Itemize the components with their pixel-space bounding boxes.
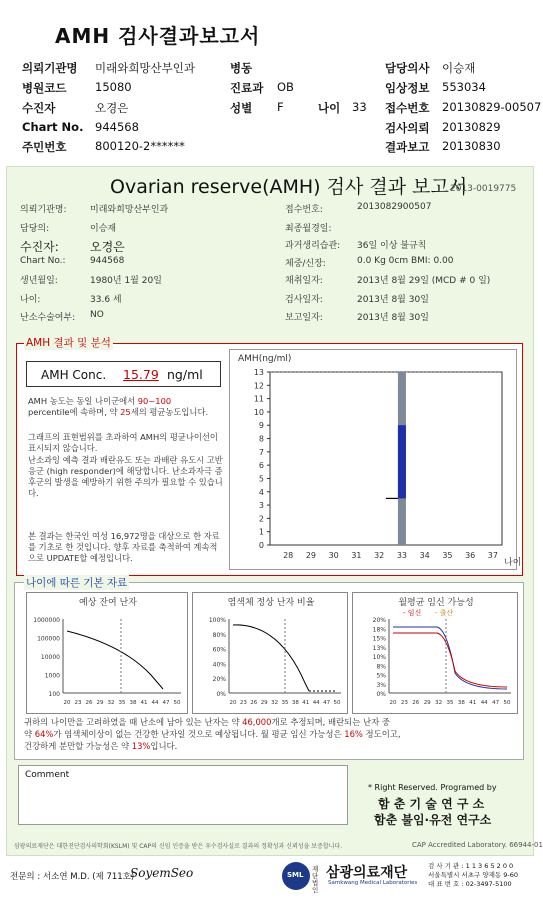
y-tick-label: 80%	[212, 631, 226, 639]
header-label: 성별	[230, 101, 253, 115]
x-tick-label: 36	[465, 551, 476, 560]
x-tick-label: 38	[291, 700, 299, 706]
x-tick-label: 32	[374, 551, 385, 560]
y-tick-label: 6	[258, 461, 264, 471]
patient-info-value: 36일 이상 불규칙	[357, 241, 427, 251]
high-responder-note: 난소과잉 예측 결과 배란유도 또는 과배란 유도시 고반응군 (high responder)에 해당합니다. 난소과자극 증후군의 발생을 예방하기 위한 주의가 필요할 수 있습니다.	[28, 455, 223, 498]
y-tick-label: 60%	[212, 646, 226, 654]
series-line	[67, 631, 163, 689]
x-tick-label: 29	[260, 700, 268, 706]
amh-chart-box	[229, 349, 522, 570]
header-value: 20130830	[442, 139, 501, 153]
contact-line: 서울특별시 서초구 양재동 9-60	[428, 871, 519, 879]
amh-conc-label: AMH Conc.	[41, 368, 107, 382]
patient-info-value: 1980년 1월 20일	[90, 276, 162, 286]
pregnancy-chance-chart-box	[352, 592, 518, 714]
header-value: 20130829	[442, 120, 501, 134]
disclaimer-text: 삼광의료재단은 대한진단검사의학회(KSLM) 및 CAP의 신임 인증을 받은 우수검사실로 결과의 정확성과 신뢰성을 보증합니다.	[14, 843, 343, 850]
patient-info-value: NO	[90, 310, 104, 320]
x-tick-label: 31	[351, 551, 362, 560]
header-label: 나이	[318, 101, 341, 115]
series-line-birth	[393, 633, 507, 687]
amh-age-chart	[230, 350, 522, 571]
x-tick-label: 23	[239, 700, 247, 706]
header-value: 553034	[442, 80, 486, 94]
y-tick-label: 3%	[376, 681, 386, 689]
x-tick-label: 35	[118, 700, 126, 706]
patient-info-label: 최종월경일:	[285, 224, 332, 234]
header-label: 검사의뢰	[385, 121, 430, 135]
patient-info-value: 2013년 8월 30일	[357, 295, 429, 305]
y-tick-label: 0%	[216, 691, 226, 698]
header-label: 주민번호	[22, 140, 67, 154]
header-label: Chart No.	[22, 120, 84, 134]
y-tick-label: 0%	[376, 691, 386, 698]
foundation-prefix: 재단법인	[312, 865, 319, 894]
patient-info-label: 보고일자:	[285, 313, 323, 323]
patient-info-label: 과거생리습관:	[285, 241, 341, 251]
header-label: 병동	[230, 61, 253, 75]
sml-logo-icon: SML	[282, 862, 310, 890]
y-tick-label: 1	[258, 527, 264, 537]
patient-info-value: 33.6 세	[90, 295, 122, 305]
mini-chart-title: 염색체 정상 난자 비율	[227, 598, 315, 608]
series-line	[233, 625, 309, 691]
y-tick-label: 20%	[212, 676, 226, 684]
age-summary-text: 귀하의 나이만을 고려하였을 때 난소에 남아 있는 난자는 약 46,000개로 추정되며, 배란되는 난자 중 약 64%가 염색체이상이 없는 건강한 난자일 것으로 예상됩니다. 월 평균 임신 가능성은 16% 정도이고, 건강하게 분만할 가능성은 약 13%입니다.	[24, 717, 401, 751]
patient-info-label: 접수번호:	[285, 205, 323, 215]
comment-label: Comment	[25, 770, 70, 780]
mini-chart-title: 예상 잔여 난자	[79, 598, 137, 608]
x-tick-label: 41	[469, 700, 477, 706]
report-title: Ovarian reserve(AMH) 검사 결과 보고서	[110, 176, 468, 198]
x-tick-label: 29	[96, 700, 104, 706]
percentile-bar	[398, 425, 406, 498]
y-tick-label: 10%	[372, 654, 386, 661]
header-label: 접수번호	[385, 101, 430, 115]
patient-info-value: 2013082900507	[357, 202, 432, 212]
x-tick-label: 29	[423, 700, 431, 706]
mini-chart-title: 월평균 임신 가능성	[398, 598, 474, 608]
x-tick-label: 33	[396, 551, 408, 560]
header-label: 병원코드	[22, 81, 67, 95]
org-name-2: 함춘 불임·유전 연구소	[374, 813, 492, 827]
y-tick-label: 9	[258, 421, 264, 431]
x-tick-label: 26	[412, 700, 420, 706]
x-tick-label: 50	[503, 700, 511, 706]
x-tick-label: 20	[389, 700, 397, 706]
header-value: 오경은	[95, 101, 129, 115]
x-tick-label: 38	[457, 700, 465, 706]
contact-line: 대 표 번 호 : 02-3497-5100	[428, 880, 512, 888]
y-tick-label: 100	[48, 691, 60, 698]
foundation-subname: Samkwang Medical Laboratories	[328, 880, 418, 886]
patient-info-label: 나이:	[20, 295, 41, 305]
series-line-pregnancy	[393, 627, 507, 689]
header-label: 임상정보	[385, 81, 430, 95]
remaining-eggs-chart	[27, 593, 189, 715]
x-axis-label: 나이	[504, 558, 522, 568]
patient-info-label: 담당의:	[20, 224, 50, 234]
programmed-by: * Right Reserved. Programed by	[368, 783, 497, 792]
y-tick-label: 5	[258, 474, 264, 484]
x-tick-label: 50	[173, 700, 181, 706]
header-value: 미래와희망산부인과	[95, 61, 195, 75]
y-tick-label: 20%	[372, 617, 386, 624]
amh-section-title: AMH 결과 및 분석	[26, 337, 111, 349]
x-tick-label: 37	[487, 551, 498, 560]
patient-info-value: 미래와희망산부인과	[90, 205, 169, 215]
y-axis-label: AMH(ng/ml)	[238, 354, 292, 364]
y-tick-label: 0	[258, 541, 264, 550]
y-tick-label: 40%	[212, 661, 226, 669]
series-label-birth: - 출산	[435, 609, 454, 617]
x-tick-label: 35	[281, 700, 289, 706]
y-tick-label: 3	[258, 501, 264, 511]
x-tick-label: 26	[85, 700, 93, 706]
x-tick-label: 44	[480, 700, 488, 706]
header-value: 20130829-00507	[442, 100, 542, 114]
patient-info-value: 2013년 8월 30일	[357, 313, 429, 323]
header-label: 담당의사	[385, 61, 430, 75]
series-label-pregnancy: - 임신	[403, 609, 422, 617]
y-tick-label: 100%	[208, 617, 226, 624]
amh-conc-unit: ng/ml	[167, 367, 203, 382]
header-value: 800120-2******	[95, 139, 185, 153]
contact-line: 검 사 기 관 : 1 1 3 6 5 2 0 0	[428, 862, 514, 870]
header-value: 33	[352, 100, 367, 114]
x-tick-label: 29	[305, 551, 317, 560]
remaining-eggs-chart-box	[26, 592, 188, 714]
plot-frame	[270, 372, 502, 545]
y-tick-label: 15%	[372, 635, 386, 643]
x-tick-label: 23	[74, 700, 82, 706]
x-tick-label: 41	[140, 700, 148, 706]
y-tick-label: 8%	[376, 663, 386, 671]
graph-range-note: 그래프의 표현범위를 초과하여 AMH의 평균나이선이 표시되지 않습니다.	[28, 432, 218, 453]
x-tick-label: 32	[107, 700, 115, 706]
x-tick-label: 47	[323, 700, 331, 706]
patient-info-value: 2013년 8월 29일 (MCD # 0 일)	[357, 276, 491, 286]
comment-box	[18, 765, 348, 825]
y-tick-label: 11	[253, 394, 264, 404]
x-tick-label: 35	[446, 700, 454, 706]
y-tick-label: 1000000	[33, 617, 60, 624]
x-tick-label: 44	[151, 700, 159, 706]
y-tick-label: 5%	[376, 672, 386, 680]
y-tick-label: 100000	[37, 635, 60, 643]
x-tick-label: 30	[328, 551, 339, 560]
pregnancy-chance-chart	[353, 593, 519, 715]
patient-info-label: 생년월일:	[20, 276, 58, 286]
header-label: 수진자	[22, 101, 56, 115]
y-tick-label: 2	[258, 514, 264, 524]
normal-egg-ratio-chart	[193, 593, 349, 715]
report-header-title: AMH 검사결과보고서	[55, 24, 261, 48]
x-tick-label: 34	[419, 551, 430, 560]
doctor-name: 전문의 : 서소연 M.D. (제 711호)	[10, 872, 135, 882]
normal-egg-ratio-chart-box	[192, 592, 348, 714]
y-tick-label: 18%	[372, 626, 386, 634]
y-tick-label: 10	[253, 407, 264, 417]
foundation-name: 삼광의료재단	[326, 865, 408, 881]
y-tick-label: 13%	[372, 644, 386, 652]
x-tick-label: 20	[229, 700, 237, 706]
y-tick-label: 4	[258, 487, 264, 497]
patient-info-value: 오경은	[90, 240, 125, 254]
patient-info-label: 수진자:	[20, 240, 59, 254]
header-label: 진료과	[230, 81, 264, 95]
patient-info-value: 0.0 Kg 0cm BMI: 0.00	[357, 256, 454, 266]
header-value: 이승재	[442, 61, 476, 75]
patient-info-label: Chart No.:	[20, 256, 66, 266]
x-tick-label: 41	[302, 700, 310, 706]
header-label: 의뢰기관명	[22, 61, 78, 75]
cap-accreditation: CAP Accredited Laboratory. 66944-01	[412, 841, 543, 849]
header-value: OB	[277, 80, 294, 94]
y-tick-label: 8	[258, 434, 264, 444]
header-value: F	[277, 100, 284, 114]
y-tick-label: 12	[253, 381, 264, 391]
header-label: 결과보고	[385, 140, 430, 154]
report-id: 2013-0019775	[450, 184, 517, 194]
x-tick-label: 47	[162, 700, 170, 706]
data-basis-note: 본 결과는 한국인 여성 16,972명을 대상으로 한 자료를 기초로 한 것입니다. 향후 자료를 축적하여 계속적으로 UPDATE할 예정입니다.	[28, 531, 220, 563]
percentile-text: AMH 농도는 동일 나이군에서 90~100 percentile에 속하며, 약 25세의 평균농도입니다.	[28, 396, 209, 417]
x-tick-label: 26	[250, 700, 258, 706]
patient-info-label: 의뢰기관명:	[20, 205, 67, 215]
y-tick-label: 10000	[40, 654, 60, 661]
x-tick-label: 20	[63, 700, 71, 706]
x-tick-label: 32	[435, 700, 443, 706]
amh-conc-value: 15.79	[123, 367, 159, 382]
patient-info-label: 난소수술여부:	[20, 313, 76, 323]
y-tick-label: 1000	[44, 672, 60, 680]
doctor-signature: SoyemSeo	[130, 866, 194, 880]
x-tick-label: 44	[312, 700, 320, 706]
header-value: 15080	[95, 80, 132, 94]
age-section-title: 나이에 따른 기본 자료	[26, 577, 128, 589]
patient-info-label: 체중/신장:	[285, 259, 326, 269]
org-name-1: 함 춘 기 술 연 구 소	[378, 797, 485, 811]
contact-info	[428, 862, 518, 889]
amh-conc-box	[26, 361, 221, 387]
x-tick-label: 28	[283, 551, 294, 560]
patient-info-label: 검사일자:	[285, 295, 323, 305]
patient-info-value: 944568	[90, 256, 125, 266]
x-tick-label: 35	[442, 551, 453, 560]
patient-info-label: 채취일자:	[285, 276, 323, 286]
x-tick-label: 38	[129, 700, 137, 706]
x-tick-label: 50	[333, 700, 341, 706]
header-value: 944568	[95, 120, 139, 134]
x-tick-label: 32	[271, 700, 279, 706]
y-tick-label: 13	[253, 368, 264, 377]
x-tick-label: 47	[492, 700, 500, 706]
patient-info-value: 이승재	[90, 224, 117, 234]
x-tick-label: 23	[400, 700, 408, 706]
y-tick-label: 7	[258, 447, 264, 457]
